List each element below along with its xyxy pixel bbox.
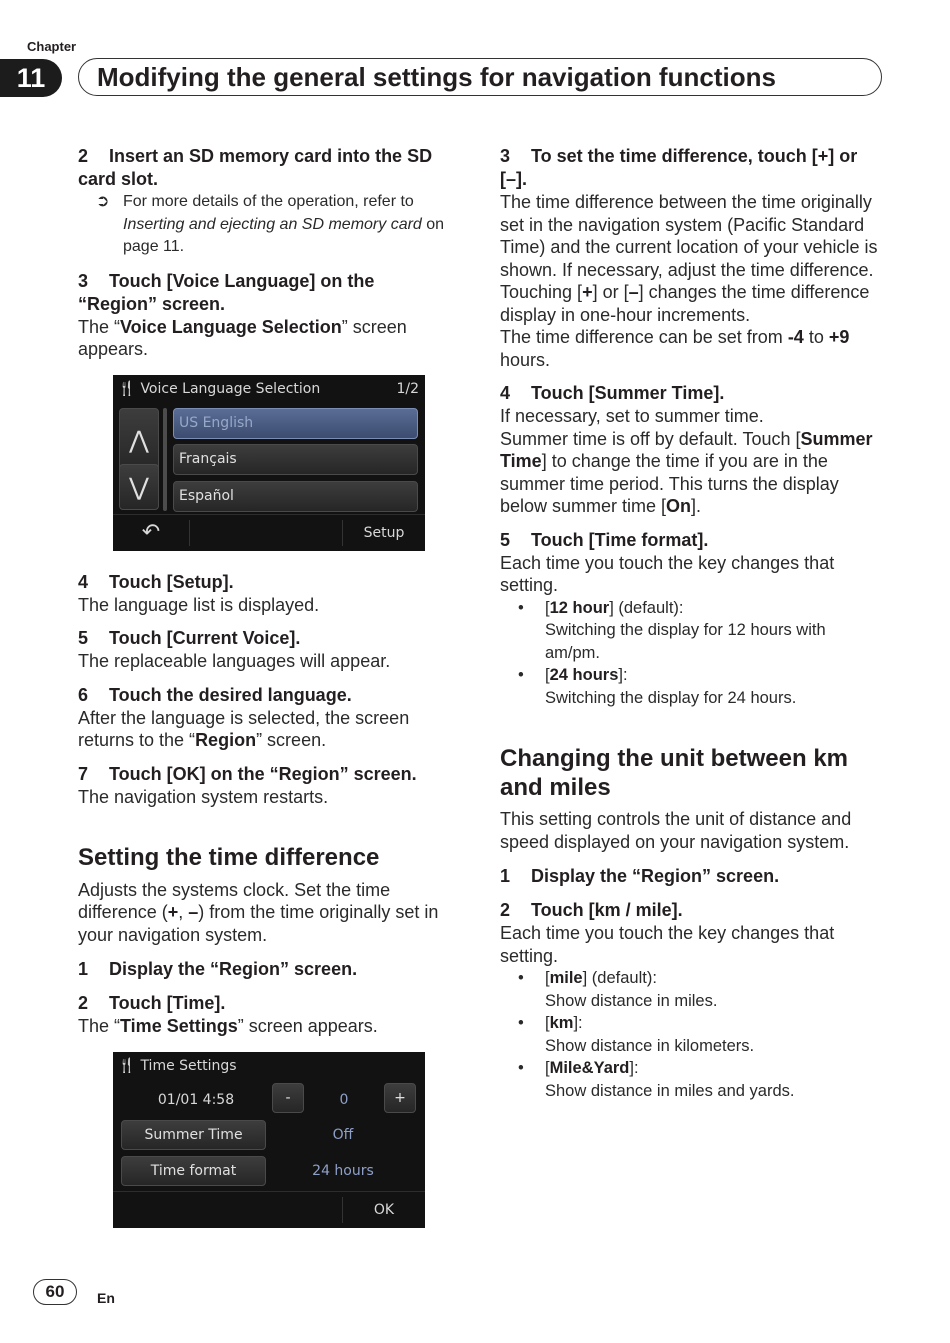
voice-screen-title: Voice Language Selection [140, 380, 321, 397]
step-voice-language: 3 Touch [Voice Language] on the “Region” screen. [78, 270, 375, 314]
list-item: • [24 hours]: Switching the display for 24 hours. [518, 666, 797, 707]
time-format-value: 24 hours [312, 1162, 374, 1179]
setup-button[interactable]: Setup [363, 524, 405, 541]
summer-time-desc-1: If necessary, set to summer time. [500, 406, 764, 426]
step-set-time-difference: 3 To set the time difference, touch [+] or [–]. [500, 146, 858, 189]
footer-divider [189, 520, 190, 546]
chapter-label: Chapter [27, 39, 77, 54]
step-touch-time: 2 Touch [Time]. [78, 993, 226, 1013]
settings-icon: 🍴 [118, 1057, 136, 1074]
touch-time-desc: The “Time Settings” screen appears. [78, 1016, 378, 1036]
time-difference-value: 0 [339, 1091, 349, 1108]
voice-screen-header [113, 375, 425, 403]
step-summer-time: 4 Touch [Summer Time]. [500, 383, 725, 403]
step-touch-km-mile: 2 Touch [km / mile]. [500, 900, 683, 920]
arrow-right-icon: ➲ [96, 193, 110, 210]
scrollbar[interactable] [163, 408, 167, 511]
step-current-voice: 5 Touch [Current Voice]. [78, 628, 301, 648]
touch-setup-desc: The language list is displayed. [78, 594, 320, 615]
note-sd-reference: ➲ For more details of the operation, refer to Inserting and ejecting an SD memory card on page 11. [96, 193, 445, 255]
page-title: Modifying the general settings for navigation functions [78, 58, 882, 96]
time-screen-header [113, 1052, 425, 1080]
desired-language-desc: After the language is selected, the screen returns to the “Region” screen. [78, 707, 410, 750]
language-item-espanol[interactable]: Español [173, 481, 418, 512]
current-voice-desc: The replaceable languages will appear. [78, 651, 391, 671]
scroll-down-button[interactable]: ⋁ [119, 464, 159, 510]
step-display-region: 1 Display the “Region” screen. [500, 866, 780, 886]
step-insert-sd: 2 Insert an SD memory card into the SD card slot. [78, 146, 433, 189]
settings-icon: 🍴 [118, 380, 136, 397]
touch-ok-desc: The navigation system restarts. [78, 786, 329, 807]
footer-divider [342, 520, 343, 546]
list-item: • [Mile&Yard]: Show distance in miles and yards. [518, 1059, 795, 1100]
voice-language-desc: The “Voice Language Selection” screen appears. [78, 316, 407, 359]
km-mile-desc: Each time you touch the key changes that setting. [500, 923, 835, 966]
page-number: 60 [33, 1279, 77, 1305]
time-difference-explanation: The time difference between the time originally set in the navigation system (Pacific Standard Time) and the current location of your vehicle is shown. If necessary, adjust the time difference. Touching [+] or [–] changes the time difference display in one-hour increments. [500, 192, 878, 325]
unit-intro: This setting controls the unit of distance and speed displayed on your navigation system. [500, 809, 852, 852]
footer-divider [342, 1197, 343, 1223]
increase-button[interactable]: + [384, 1083, 416, 1113]
voice-screen-footer [113, 514, 425, 551]
heading-time-difference: Setting the time difference [78, 844, 380, 871]
time-difference-intro: Adjusts the systems clock. Set the time difference (+, –) from the time originally set in your navigation system. [78, 879, 439, 945]
list-item: • [12 hour] (default): Switching the display for 12 hours with am/pm. [518, 598, 826, 662]
time-screen-title: Time Settings [140, 1057, 237, 1074]
summer-time-value: Off [332, 1126, 354, 1143]
datetime-display: 01/01 4:58 [157, 1091, 235, 1108]
voice-language-screenshot [113, 375, 425, 551]
summer-time-desc-2: Summer time is off by default. Touch [Summer Time] to change the time if you are in the summer time period. This turns the display below summer time [On]. [500, 428, 873, 516]
step-touch-setup: 4 Touch [Setup]. [78, 571, 234, 592]
time-settings-screenshot [113, 1052, 425, 1228]
step-time-format: 5 Touch [Time format]. [500, 529, 709, 550]
chapter-number: 11 [0, 59, 62, 97]
time-format-button[interactable]: Time format [121, 1156, 266, 1186]
left-column [78, 145, 456, 1228]
language-item-us-english[interactable]: US English [173, 408, 418, 439]
time-screen-footer [113, 1191, 425, 1228]
language-code: En [97, 1290, 115, 1306]
step-display-region: 1 Display the “Region” screen. [78, 959, 358, 979]
back-button[interactable]: ↶ [141, 520, 161, 545]
list-item: • [km]: Show distance in kilometers. [518, 1014, 755, 1055]
list-item: • [mile] (default): Show distance in miles. [518, 969, 718, 1010]
time-format-desc: Each time you touch the key changes that setting. [500, 552, 835, 595]
step-desired-language: 6 Touch the desired language. [78, 684, 352, 705]
voice-screen-page: 1/2 [396, 380, 419, 397]
time-difference-range: The time difference can be set from -4 to +9 hours. [500, 327, 850, 370]
summer-time-button[interactable]: Summer Time [121, 1120, 266, 1150]
scroll-up-button[interactable]: ⋀ [119, 408, 159, 472]
step-touch-ok: 7 Touch [OK] on the “Region” screen. [78, 763, 417, 784]
language-item-francais[interactable]: Français [173, 444, 418, 475]
decrease-button[interactable]: - [272, 1083, 304, 1113]
right-column [500, 145, 882, 1102]
ok-button[interactable]: OK [373, 1201, 395, 1218]
heading-unit-km-miles: Changing the unit between km and miles [500, 745, 849, 801]
